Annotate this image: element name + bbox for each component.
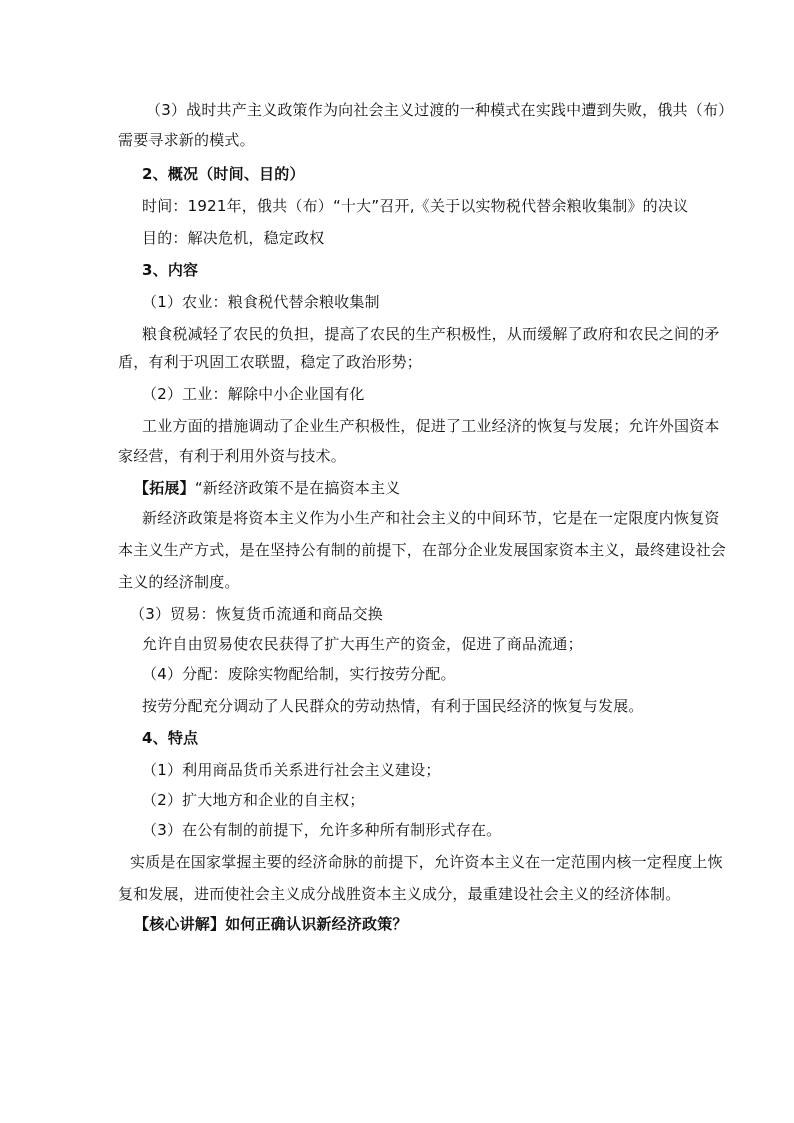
paragraph-feature-2: （2）扩大地方和企业的自主权； (142, 791, 365, 809)
paragraph-feature-1: （1）利用商品货币关系进行社会主义建设； (142, 761, 441, 779)
paragraph-cause-3-line-2: 需要寻求新的模式。 (118, 131, 255, 149)
paragraph-purpose: 目的：解决危机，稳定政权 (142, 229, 325, 247)
paragraph-distribution-detail: 按劳分配充分调动了人民群众的劳动热情，有利于国民经济的恢复与发展。 (142, 697, 644, 715)
paragraph-agriculture: （1）农业：粮食税代替余粮收集制 (142, 293, 380, 311)
extension-text: “新经济政策不是在搞资本主义 (194, 479, 401, 497)
paragraph-essence-line-1: 实质是在国家掌握主要的经济命脉的前提下，允许资本主义在一定范围内核一定程度上恢 (130, 853, 723, 871)
section-heading-core-explanation: 【核心讲解】如何正确认识新经济政策？ (134, 915, 408, 933)
section-heading-content: 3、内容 (142, 261, 199, 279)
paragraph-agriculture-detail-line-1: 粮食税减轻了农民的负担，提高了农民的生产积极性，从而缓解了政府和农民之间的矛 (142, 325, 720, 343)
paragraph-essence-line-2: 复和发展，进而使社会主义成分战胜资本主义成分，最重建设社会主义的经济体制。 (118, 885, 681, 903)
paragraph-nep-line-1: 新经济政策是将资本主义作为小生产和社会主义的中间环节，它是在一定限度内恢复资 (142, 509, 720, 527)
paragraph-extension (134, 478, 400, 498)
paragraph-feature-3: （3）在公有制的前提下，允许多种所有制形式存在。 (142, 821, 502, 839)
paragraph-time: 时间：1921年，俄共（布）“十大”召开,《关于以实物税代替余粮收集制》的决议 (142, 197, 689, 215)
paragraph-industry-detail-line-1: 工业方面的措施调动了企业生产积极性，促进了工业经济的恢复与发展；允许外国资本 (142, 417, 720, 435)
paragraph-cause-3-line-1: （3）战时共产主义政策作为向社会主义过渡的一种模式在实践中遭到失败，俄共（布） (146, 101, 734, 119)
section-heading-features: 4、特点 (142, 729, 199, 747)
paragraph-industry: （2）工业：解除中小企业国有化 (142, 385, 365, 403)
paragraph-trade: （3）贸易：恢复货币流通和商品交换 (130, 605, 383, 623)
paragraph-agriculture-detail-line-2: 盾，有利于巩固工农联盟，稳定了政治形势； (118, 353, 423, 371)
section-heading-overview: 2、概况（时间、目的） (142, 165, 305, 183)
paragraph-industry-detail-line-2: 家经营，有利于利用外资与技术。 (118, 447, 347, 465)
extension-label: 【拓展】 (134, 479, 195, 497)
paragraph-distribution: （4）分配：废除实物配给制，实行按劳分配。 (142, 665, 456, 683)
paragraph-trade-detail: 允许自由贸易使农民获得了扩大再生产的资金，促进了商品流通； (142, 635, 583, 653)
paragraph-nep-line-2: 本主义生产方式，是在坚持公有制的前提下，在部分企业发展国家资本主义，最终建设社会 (118, 541, 727, 559)
paragraph-nep-line-3: 主义的经济制度。 (118, 573, 240, 591)
